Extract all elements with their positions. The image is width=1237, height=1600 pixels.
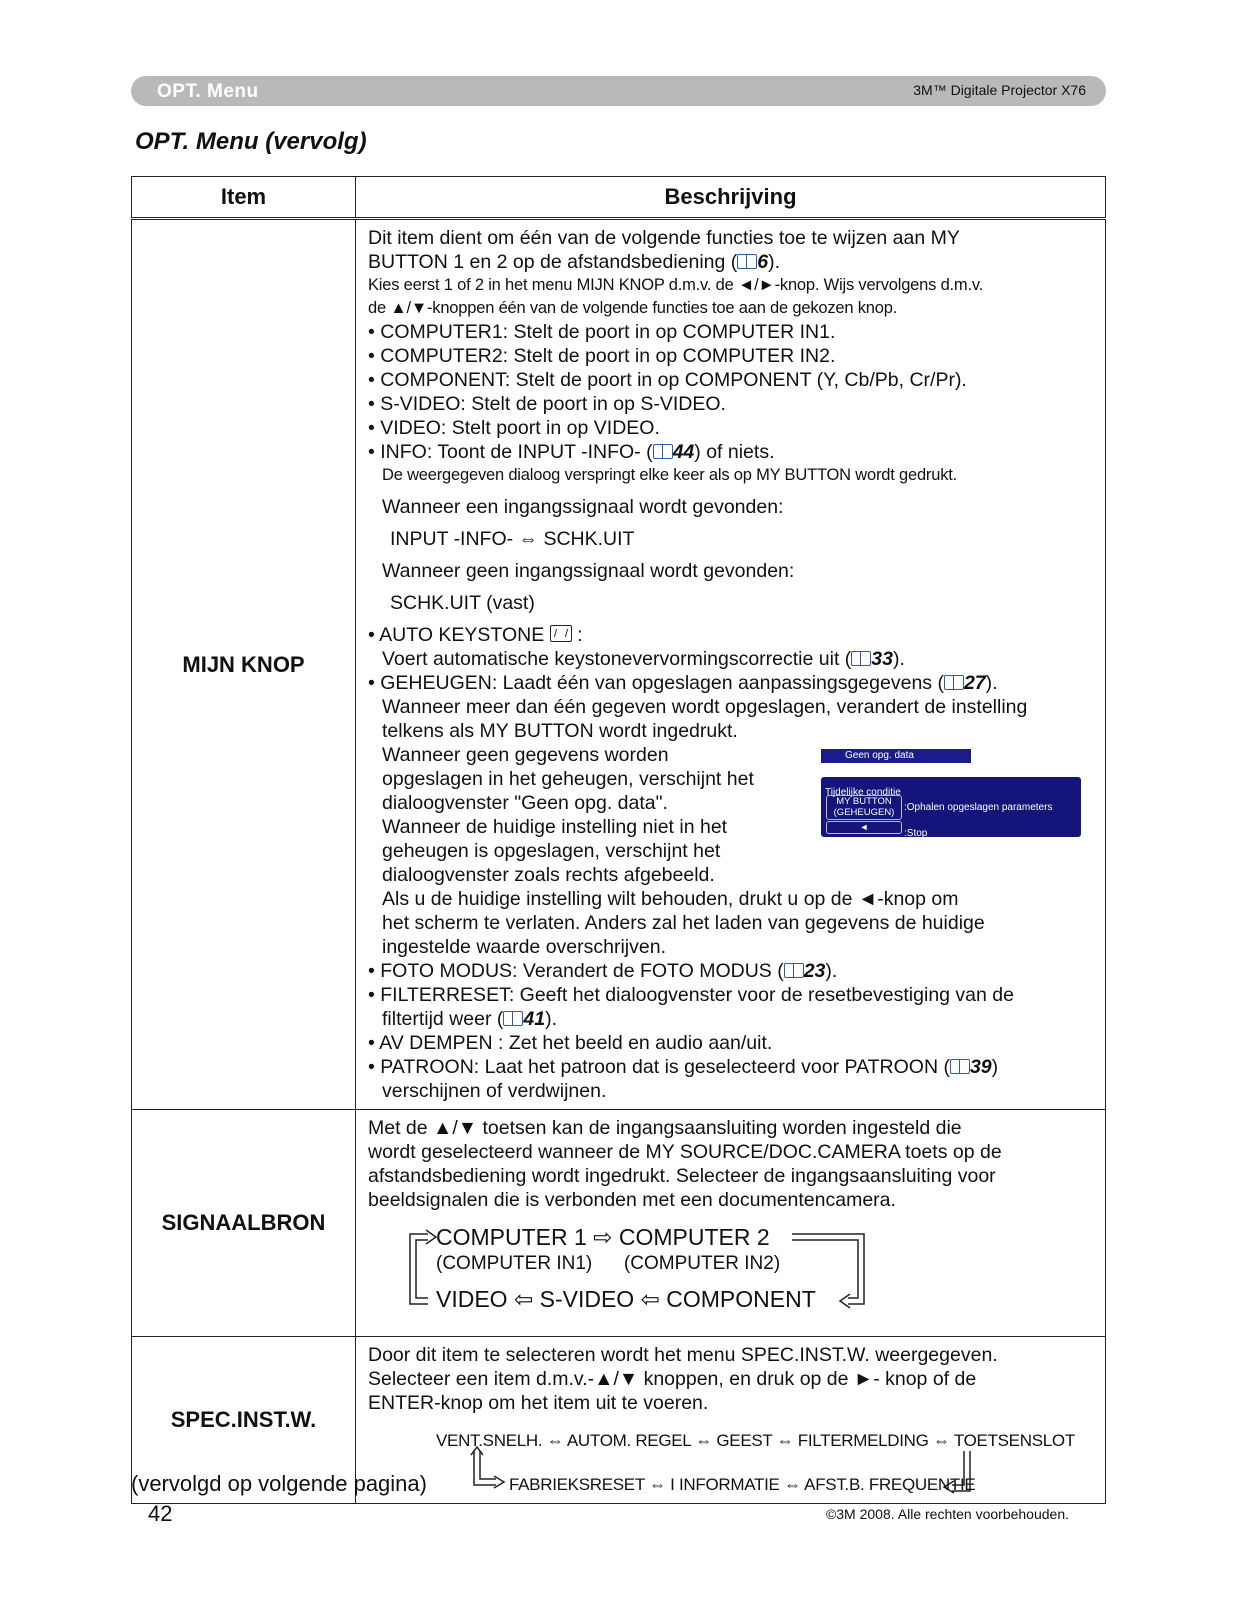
info-notfound-value: SCHK.UIT (vast) <box>390 592 535 614</box>
dialog-text: :Ophalen opgeslagen parameters <box>904 802 1053 813</box>
bullet-info <box>368 440 1095 464</box>
note-line: de ▲/▼-knoppen één van de volgende functies toe aan de gekozen knop. <box>368 299 898 317</box>
desc-signaalbron <box>356 1110 1106 1337</box>
bullet-av-dempen: • AV DEMPEN : Zet het beeld en audio aan/uit. <box>368 1032 773 1054</box>
page-ref: 23 <box>803 960 826 982</box>
text-line <box>368 647 1095 671</box>
text-span: : <box>577 624 583 646</box>
dialog-text: :Stop <box>904 828 928 839</box>
dialog-title: Tijdelijke conditie <box>825 787 901 798</box>
page-ref: 44 <box>672 441 695 463</box>
flow-row-video: VIDEO ⇦ S-VIDEO ⇦ COMPONENT <box>436 1286 816 1312</box>
options-table <box>131 176 1106 1504</box>
text-line: opgeslagen in het geheugen, verschijnt het <box>382 768 754 790</box>
page-ref: 33 <box>871 648 893 670</box>
bullet-auto-keystone <box>368 623 1095 647</box>
info-notfound: Wanneer geen ingangssignaal wordt gevonden: <box>382 560 795 582</box>
temporary-condition-dialog <box>821 777 1081 837</box>
flow-row-computers: COMPUTER 1 ⇨ COMPUTER 2 <box>436 1224 770 1250</box>
product-name: 3M™ Digitale Projector X76 <box>913 82 1086 98</box>
flow-row-ports <box>436 1252 780 1276</box>
text-line: beeldsignalen die is verbonden met een documentencamera. <box>368 1189 896 1211</box>
page-heading: OPT. Menu (vervolg) <box>135 128 367 155</box>
text-line: Door dit item te selecteren wordt het menu SPEC.INST.W. weergegeven. <box>368 1344 998 1366</box>
text-span: ). <box>825 960 838 982</box>
text-span: ). <box>985 672 998 694</box>
bullet-geheugen <box>368 671 1095 695</box>
text-line: wordt geselecteerd wanneer de MY SOURCE/DOC.CAMERA toets op de <box>368 1141 1002 1163</box>
table-row <box>132 1110 1106 1337</box>
text-span: • AUTO KEYSTONE <box>368 624 545 646</box>
text-line: Als u de huidige instelling wilt behouden, drukt u op de ◄-knop om <box>382 888 959 910</box>
header-bar <box>131 76 1106 106</box>
info-note: De weergegeven dialoog verspringt elke keer als op MY BUTTON wordt gedrukt. <box>382 466 958 484</box>
text-line <box>368 250 1095 274</box>
bullet-component: • COMPONENT: Stelt de poort in op COMPONENT (Y, Cb/Pb, Cr/Pr). <box>368 369 967 391</box>
text-line: Wanneer meer dan één gegeven wordt opgeslagen, verandert de instelling <box>382 696 1028 718</box>
text-line: dialoogvenster zoals rechts afgebeeld. <box>382 864 715 886</box>
text-span: filtertijd weer ( <box>382 1008 504 1030</box>
text-span: ). <box>768 251 781 273</box>
text-line: Met de ▲/▼ toetsen kan de ingangsaansluiting worden ingesteld die <box>368 1117 962 1139</box>
book-icon <box>653 444 673 459</box>
continued-note: (vervolgd op volgende pagina) <box>131 1471 427 1496</box>
port-label: (COMPUTER IN1) <box>436 1253 593 1274</box>
bullet-foto-modus <box>368 959 1095 983</box>
text-span: Voert automatische keystonevervormingscorrectie uit ( <box>382 648 852 670</box>
left-key: ◄ <box>826 821 902 834</box>
flow-row-top: VENT.SNELH. ⇔ AUTOM. REGEL ⇔ GEEST ⇔ FILTERMELDING ⇔ TOETSENSLOT <box>436 1431 1075 1450</box>
text-line: ingestelde waarde overschrijven. <box>382 936 666 958</box>
table-header-row <box>132 177 1106 219</box>
info-found-value: INPUT -INFO- ⇔ SCHK.UIT <box>390 528 635 550</box>
bullet-computer1: • COMPUTER1: Stelt de poort in op COMPUTER IN1. <box>368 321 836 343</box>
text-line: Selecteer een item d.m.v.-▲/▼ knoppen, en druk op de ►- knop of de <box>368 1368 977 1390</box>
text-span: (GEHEUGEN) <box>833 807 895 818</box>
desc-mijn-knop <box>356 219 1106 1110</box>
port-label: (COMPUTER IN2) <box>623 1253 781 1274</box>
text-span: • INFO: Toont de INPUT -INFO- ( <box>368 441 653 463</box>
text-span: • GEHEUGEN: Laadt één van opgeslagen aanpassingsgegevens ( <box>368 672 944 694</box>
col-description-header: Beschrijving <box>356 177 1106 219</box>
text-line: dialoogvenster "Geen opg. data". <box>382 792 668 814</box>
flow-row-bottom: FABRIEKSRESET ⇔ I INFORMATIE ⇔ AFST.B. FREQUENTIE <box>509 1475 976 1494</box>
text-line: telkens als MY BUTTON wordt ingedrukt. <box>382 720 738 742</box>
bullet-patroon <box>368 1055 1095 1079</box>
text-span: ). <box>893 648 905 670</box>
text-line: geheugen is opgeslagen, verschijnt het <box>382 840 721 862</box>
item-spec-inst-w: SPEC.INST.W. <box>132 1337 356 1504</box>
geheugen-block <box>368 743 1095 887</box>
text-line: Wanneer geen gegevens worden <box>382 744 669 766</box>
keystone-icon <box>550 625 572 642</box>
bullet-computer2: • COMPUTER2: Stelt de poort in op COMPUTER IN2. <box>368 345 836 367</box>
text-span: ) <box>991 1056 999 1078</box>
book-icon <box>503 1011 523 1026</box>
text-span: • FOTO MODUS: Verandert de FOTO MODUS ( <box>368 960 784 982</box>
col-item-header: Item <box>132 177 356 219</box>
text-line: het scherm te verlaten. Anders zal het laden van gegevens de huidige <box>382 912 985 934</box>
bullet-svideo: • S-VIDEO: Stelt de poort in op S-VIDEO. <box>368 393 726 415</box>
page-ref: 27 <box>963 672 986 694</box>
table-row <box>132 219 1106 1110</box>
book-icon <box>784 963 804 978</box>
bullet-filterreset: • FILTERRESET: Geeft het dialoogvenster voor de resetbevestiging van de <box>368 984 1014 1006</box>
page-number: 42 <box>148 1501 173 1526</box>
text-span: ) of niets. <box>694 441 775 463</box>
source-cycle-diagram <box>368 1224 1095 1330</box>
item-signaalbron: SIGNAALBRON <box>132 1110 356 1337</box>
page-ref: 39 <box>969 1056 992 1078</box>
info-found: Wanneer een ingangssignaal wordt gevonden: <box>382 496 784 518</box>
my-button-key <box>826 795 902 820</box>
text-line: verschijnen of verdwijnen. <box>382 1080 607 1102</box>
text-line: Wanneer de huidige instelling niet in het <box>382 816 728 838</box>
page-ref: 41 <box>523 1008 546 1030</box>
text-line <box>368 1007 1095 1031</box>
book-icon <box>737 254 757 269</box>
desc-spec-inst-w <box>356 1337 1106 1504</box>
section-title: OPT. Menu <box>157 81 259 102</box>
book-icon <box>950 1059 970 1074</box>
text-span: MY BUTTON <box>836 796 892 807</box>
text-line: afstandsbediening wordt ingedrukt. Selecteer de ingangsaansluiting voor <box>368 1165 996 1187</box>
page-ref: 6 <box>757 251 769 273</box>
note-line: Kies eerst 1 of 2 in het menu MIJN KNOP d.m.v. de ◄/►-knop. Wijs vervolgens d.m.v. <box>368 276 984 294</box>
text-span: ). <box>545 1008 557 1030</box>
text-line: Dit item dient om één van de volgende functies toe te wijzen aan MY <box>368 227 960 249</box>
text-span: • PATROON: Laat het patroon dat is geselecteerd voor PATROON ( <box>368 1056 950 1078</box>
bullet-video: • VIDEO: Stelt poort in op VIDEO. <box>368 417 660 439</box>
special-settings-diagram <box>368 1421 1095 1497</box>
no-data-dialog: Geen opg. data <box>821 749 971 763</box>
book-icon <box>851 651 871 666</box>
copyright: ©3M 2008. Alle rechten voorbehouden. <box>825 1506 1069 1522</box>
book-icon <box>944 675 964 690</box>
item-mijn-knop: MIJN KNOP <box>132 219 356 1110</box>
text-line: ENTER-knop om het item uit te voeren. <box>368 1392 709 1414</box>
text-span: BUTTON 1 en 2 op de afstandsbediening ( <box>368 251 738 273</box>
